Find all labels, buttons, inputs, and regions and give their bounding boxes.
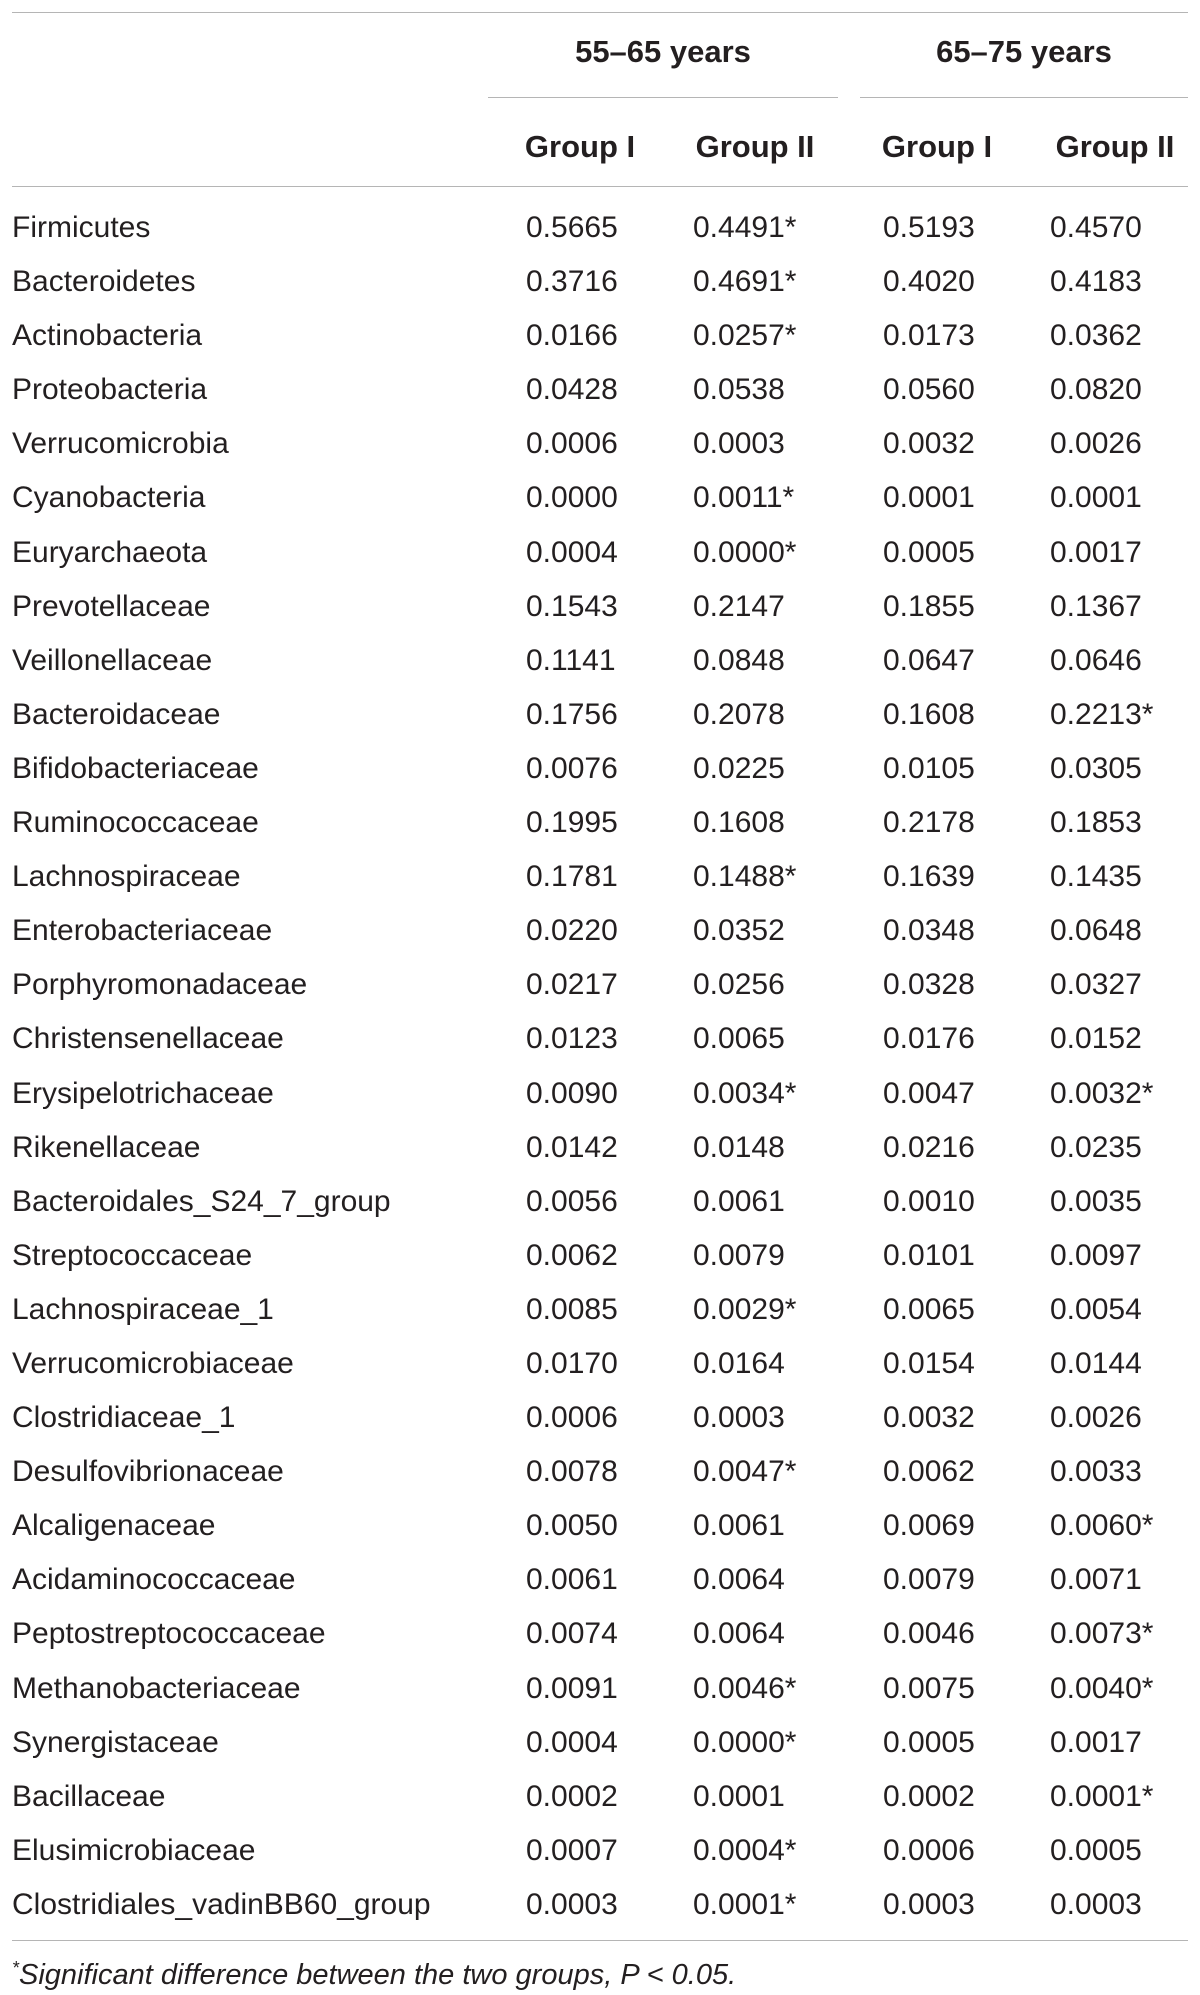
value-cell: 0.0101	[883, 1238, 975, 1272]
taxon-name: Bifidobacteriaceae	[12, 751, 259, 785]
value-cell: 0.0007	[526, 1833, 618, 1867]
col-header-55-65-group-ii: Group II	[695, 129, 815, 164]
value-cell: 0.0075	[883, 1671, 975, 1705]
value-cell: 0.0035	[1050, 1184, 1142, 1218]
table-row	[0, 1229, 1200, 1283]
taxon-name: Elusimicrobiaceae	[12, 1833, 256, 1867]
taxon-name: Alcaligenaceae	[12, 1509, 216, 1543]
table-top-rule	[12, 12, 1188, 13]
value-cell: 0.5193	[883, 211, 975, 244]
footnote-marker: *	[12, 1958, 20, 1978]
age-group-rule-65-75	[860, 97, 1188, 98]
value-cell: 0.0123	[526, 1022, 618, 1056]
value-cell: 0.0047*	[693, 1455, 797, 1489]
value-cell: 0.0327	[1050, 968, 1142, 1002]
value-cell: 0.0032	[883, 427, 975, 461]
table-row	[0, 1012, 1200, 1066]
value-cell: 0.1855	[883, 589, 975, 623]
value-cell: 0.0560	[883, 373, 975, 407]
taxon-name: Veillonellaceae	[12, 643, 213, 677]
value-cell: 0.0646	[1050, 643, 1142, 677]
taxon-name: Clostridiales_vadinBB60_group	[12, 1887, 431, 1921]
table-footnote	[12, 1948, 737, 1991]
value-cell: 0.4183	[1050, 265, 1142, 299]
value-cell: 0.0848	[693, 643, 785, 677]
value-cell: 0.0256	[693, 968, 785, 1002]
table-row	[0, 1391, 1200, 1445]
value-cell: 0.0001	[693, 1779, 785, 1813]
value-cell: 0.0538	[693, 373, 785, 407]
value-cell: 0.0001	[1050, 481, 1142, 515]
value-cell: 0.1995	[526, 806, 618, 840]
table-row	[0, 1175, 1200, 1229]
value-cell: 0.0090	[526, 1076, 618, 1110]
table-row	[0, 634, 1200, 688]
table-row	[0, 201, 1200, 255]
taxon-name: Bacteroidales_S24_7_group	[12, 1184, 391, 1218]
value-cell: 0.0006	[883, 1833, 975, 1867]
value-cell: 0.0046	[883, 1617, 975, 1651]
value-cell: 0.0305	[1050, 751, 1142, 785]
table-row	[0, 1716, 1200, 1770]
taxon-name: Cyanobacteria	[12, 481, 206, 515]
value-cell: 0.0352	[693, 914, 785, 948]
value-cell: 0.0001	[883, 481, 975, 515]
taxon-name: Synergistaceae	[12, 1725, 219, 1759]
value-cell: 0.1853	[1050, 806, 1142, 840]
value-cell: 0.2213*	[1050, 697, 1154, 731]
value-cell: 0.0002	[526, 1779, 618, 1813]
value-cell: 0.0054	[1050, 1292, 1142, 1326]
taxon-name: Bacteroidaceae	[12, 697, 221, 731]
value-cell: 0.0026	[1050, 1401, 1142, 1435]
value-cell: 0.0004*	[693, 1833, 797, 1867]
taxon-name: Verrucomicrobia	[12, 427, 229, 461]
value-cell: 0.4020	[883, 265, 975, 299]
value-cell: 0.0176	[883, 1022, 975, 1056]
value-cell: 0.0004	[526, 535, 618, 569]
value-cell: 0.1781	[526, 860, 618, 894]
value-cell: 0.0257*	[693, 319, 797, 353]
value-cell: 0.0142	[526, 1130, 618, 1164]
value-cell: 0.0011*	[693, 481, 795, 515]
value-cell: 0.0040*	[1050, 1671, 1154, 1705]
taxon-name: Porphyromonadaceae	[12, 968, 308, 1002]
value-cell: 0.0056	[526, 1184, 618, 1218]
header-bottom-rule	[12, 186, 1188, 187]
age-group-header-55-65: 55–65 years	[575, 34, 751, 69]
value-cell: 0.0069	[883, 1509, 975, 1543]
table-row	[0, 1662, 1200, 1716]
taxon-name: Rikenellaceae	[12, 1130, 201, 1164]
value-cell: 0.0065	[693, 1022, 785, 1056]
age-group-header-65-75: 65–75 years	[936, 34, 1112, 69]
value-cell: 0.0220	[526, 914, 618, 948]
table-row	[0, 1121, 1200, 1175]
value-cell: 0.1488*	[693, 860, 797, 894]
value-cell: 0.2147	[693, 589, 785, 623]
value-cell: 0.0144	[1050, 1346, 1142, 1380]
value-cell: 0.0000*	[693, 1725, 797, 1759]
value-cell: 0.0235	[1050, 1130, 1142, 1164]
table-row	[0, 1878, 1200, 1932]
value-cell: 0.0064	[693, 1563, 785, 1597]
table-row	[0, 471, 1200, 525]
taxon-name: Christensenellaceae	[12, 1022, 284, 1056]
table-row	[0, 958, 1200, 1012]
value-cell: 0.0061	[693, 1184, 785, 1218]
taxon-name: Enterobacteriaceae	[12, 914, 273, 948]
value-cell: 0.1639	[883, 860, 975, 894]
value-cell: 0.0047	[883, 1076, 975, 1110]
table-bottom-rule	[12, 1940, 1188, 1941]
table-row	[0, 1337, 1200, 1391]
value-cell: 0.0078	[526, 1455, 618, 1489]
value-cell: 0.0061	[526, 1563, 618, 1597]
value-cell: 0.5665	[526, 211, 618, 244]
value-cell: 0.1141	[526, 643, 616, 677]
value-cell: 0.0362	[1050, 319, 1142, 353]
table-body	[0, 201, 1200, 1932]
value-cell: 0.0003	[883, 1887, 975, 1921]
value-cell: 0.0648	[1050, 914, 1142, 948]
table-row	[0, 742, 1200, 796]
table-row	[0, 1770, 1200, 1824]
value-cell: 0.0060*	[1050, 1509, 1154, 1543]
value-cell: 0.1608	[693, 806, 785, 840]
value-cell: 0.0032*	[1050, 1076, 1154, 1110]
col-header-55-65-group-i: Group I	[524, 129, 636, 164]
taxon-name: Actinobacteria	[12, 319, 203, 353]
table-row	[0, 1607, 1200, 1661]
value-cell: 0.0216	[883, 1130, 975, 1164]
taxon-name: Prevotellaceae	[12, 589, 211, 623]
table-row	[0, 417, 1200, 471]
value-cell: 0.0073*	[1050, 1617, 1154, 1651]
value-cell: 0.0032	[883, 1401, 975, 1435]
taxon-name: Lachnospiraceae	[12, 860, 241, 894]
value-cell: 0.0164	[693, 1346, 785, 1380]
value-cell: 0.0328	[883, 968, 975, 1002]
value-cell: 0.3716	[526, 265, 618, 299]
table-row	[0, 850, 1200, 904]
taxon-name: Streptococcaceae	[12, 1238, 253, 1272]
taxon-name: Desulfovibrionaceae	[12, 1455, 284, 1489]
value-cell: 0.0017	[1050, 1725, 1142, 1759]
value-cell: 0.0005	[883, 1725, 975, 1759]
value-cell: 0.0062	[526, 1238, 618, 1272]
value-cell: 0.0046*	[693, 1671, 797, 1705]
table-row	[0, 1067, 1200, 1121]
value-cell: 0.0034*	[693, 1076, 797, 1110]
value-cell: 0.0076	[526, 751, 618, 785]
value-cell: 0.1543	[526, 589, 618, 623]
value-cell: 0.0033	[1050, 1455, 1142, 1489]
value-cell: 0.0105	[883, 751, 975, 785]
taxon-name: Euryarchaeota	[12, 535, 208, 569]
value-cell: 0.0026	[1050, 427, 1142, 461]
value-cell: 0.0003	[526, 1887, 618, 1921]
value-cell: 0.0079	[883, 1563, 975, 1597]
taxon-name: Acidaminococcaceae	[12, 1563, 296, 1597]
table-row	[0, 1499, 1200, 1553]
value-cell: 0.0820	[1050, 373, 1142, 407]
footnote-text: Significant difference between the two groups, P < 0.05.	[19, 1959, 737, 1991]
table-row	[0, 580, 1200, 634]
taxon-name: Peptostreptococcaceae	[12, 1617, 326, 1651]
value-cell: 0.0166	[526, 319, 618, 353]
value-cell: 0.4491*	[693, 211, 797, 244]
value-cell: 0.4691*	[693, 265, 797, 299]
table-row	[0, 1445, 1200, 1499]
value-cell: 0.0647	[883, 643, 975, 677]
value-cell: 0.0006	[526, 1401, 618, 1435]
value-cell: 0.0062	[883, 1455, 975, 1489]
table-row	[0, 255, 1200, 309]
value-cell: 0.0065	[883, 1292, 975, 1326]
value-cell: 0.1608	[883, 697, 975, 731]
value-cell: 0.0071	[1050, 1563, 1142, 1597]
taxon-name: Lachnospiraceae_1	[12, 1292, 274, 1326]
value-cell: 0.0074	[526, 1617, 618, 1651]
value-cell: 0.0003	[693, 1401, 785, 1435]
taxon-name: Proteobacteria	[12, 373, 208, 407]
col-header-65-75-group-ii: Group II	[1055, 129, 1175, 164]
value-cell: 0.0029*	[693, 1292, 797, 1326]
table-row	[0, 363, 1200, 417]
value-cell: 0.0170	[526, 1346, 618, 1380]
value-cell: 0.0173	[883, 319, 975, 353]
value-cell: 0.4570	[1050, 211, 1142, 244]
table-row	[0, 526, 1200, 580]
value-cell: 0.0097	[1050, 1238, 1142, 1272]
value-cell: 0.0428	[526, 373, 618, 407]
value-cell: 0.0001*	[1050, 1779, 1154, 1813]
value-cell: 0.0064	[693, 1617, 785, 1651]
value-cell: 0.1367	[1050, 589, 1142, 623]
value-cell: 0.0001*	[693, 1887, 797, 1921]
value-cell: 0.0079	[693, 1238, 785, 1272]
value-cell: 0.0005	[1050, 1833, 1142, 1867]
table-row	[0, 1553, 1200, 1607]
taxon-name: Clostridiaceae_1	[12, 1401, 236, 1435]
age-group-rule-55-65	[488, 97, 838, 98]
value-cell: 0.0006	[526, 427, 618, 461]
table-row	[0, 904, 1200, 958]
value-cell: 0.0061	[693, 1509, 785, 1543]
value-cell: 0.0154	[883, 1346, 975, 1380]
value-cell: 0.0050	[526, 1509, 618, 1543]
value-cell: 0.0003	[693, 427, 785, 461]
value-cell: 0.0010	[883, 1184, 975, 1218]
value-cell: 0.0348	[883, 914, 975, 948]
col-header-65-75-group-i: Group I	[881, 129, 993, 164]
value-cell: 0.0002	[883, 1779, 975, 1813]
table-row	[0, 309, 1200, 363]
value-cell: 0.0003	[1050, 1887, 1142, 1921]
value-cell: 0.0148	[693, 1130, 785, 1164]
value-cell: 0.2078	[693, 697, 785, 731]
taxon-name: Bacillaceae	[12, 1779, 166, 1813]
value-cell: 0.0217	[526, 968, 618, 1002]
taxon-name: Ruminococcaceae	[12, 806, 259, 840]
table-row	[0, 796, 1200, 850]
value-cell: 0.2178	[883, 806, 975, 840]
value-cell: 0.0004	[526, 1725, 618, 1759]
value-cell: 0.0000	[526, 481, 618, 515]
value-cell: 0.1435	[1050, 860, 1142, 894]
taxon-name: Methanobacteriaceae	[12, 1671, 301, 1705]
table-row	[0, 1283, 1200, 1337]
value-cell: 0.0017	[1050, 535, 1142, 569]
value-cell: 0.0091	[526, 1671, 618, 1705]
value-cell: 0.0000*	[693, 535, 797, 569]
value-cell: 0.0005	[883, 535, 975, 569]
taxon-name: Erysipelotrichaceae	[12, 1076, 274, 1110]
taxon-name: Verrucomicrobiaceae	[12, 1346, 294, 1380]
taxon-name: Firmicutes	[12, 211, 151, 244]
value-cell: 0.0152	[1050, 1022, 1142, 1056]
value-cell: 0.0225	[693, 751, 785, 785]
value-cell: 0.0085	[526, 1292, 618, 1326]
value-cell: 0.1756	[526, 697, 618, 731]
table-row	[0, 688, 1200, 742]
table-row	[0, 1824, 1200, 1878]
taxon-name: Bacteroidetes	[12, 265, 196, 299]
